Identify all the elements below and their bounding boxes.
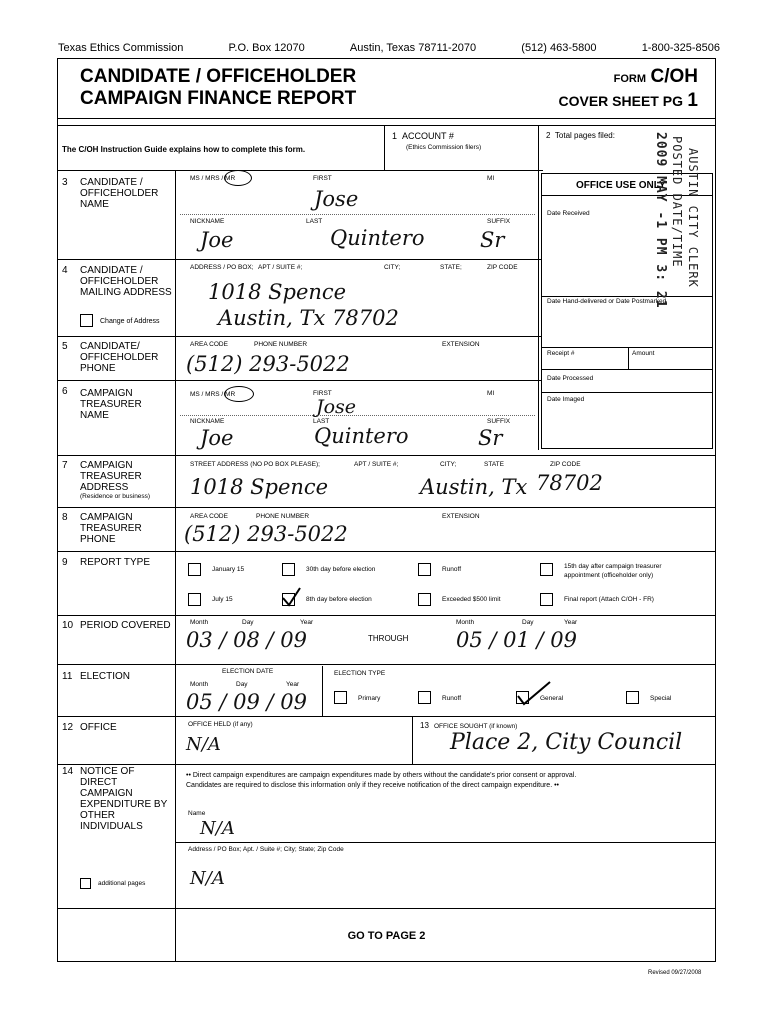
s11-day-label: Day [236, 681, 248, 688]
s7-sublabel: (Residence or business) [80, 493, 151, 500]
runoff-report-checkbox[interactable] [418, 563, 431, 576]
s8-label: CAMPAIGN TREASURER PHONE [80, 512, 142, 545]
s5-phone-number-label: PHONE NUMBER [254, 341, 308, 348]
s10-from-day-label: Day [242, 619, 254, 626]
mr-circled-icon [224, 386, 254, 402]
org-name: Texas Ethics Commission [58, 42, 184, 54]
jan15-checkbox[interactable] [188, 563, 201, 576]
s6-label: CAMPAIGN TREASURER NAME [80, 388, 142, 421]
s10-number: 10 [62, 620, 74, 631]
account-number-label: 1 ACCOUNT # [392, 131, 454, 141]
s11-month-label: Month [190, 681, 209, 688]
s11-year-label: Year [286, 681, 300, 688]
change-of-address-label: Change of Address [100, 318, 160, 325]
date-imaged-label: Date Imaged [547, 396, 585, 403]
special-checkbox[interactable] [626, 691, 639, 704]
special-label: Special [650, 695, 672, 702]
s4-zip-label: ZIP CODE [487, 264, 518, 271]
s10-label: PERIOD COVERED [80, 620, 171, 631]
day15-checkbox[interactable] [540, 563, 553, 576]
date-processed-label: Date Processed [547, 375, 594, 382]
final-report-label: Final report (Attach C/OH - FR) [564, 596, 654, 603]
jul15-checkbox[interactable] [188, 593, 201, 606]
change-of-address-checkbox[interactable] [80, 314, 93, 327]
s3-suffix-label: SUFFIX [487, 218, 511, 225]
form-code: FORM C/OH COVER SHEET PG 1 [558, 66, 698, 111]
s14-notice-line2: Candidates are required to disclose this information only if they receive notification of the direct campaign expenditure. •• [186, 782, 559, 789]
s13-label: OFFICE SOUGHT (if known) [434, 723, 518, 730]
runoff-report-label: Runoff [442, 566, 462, 573]
s7-street-label: STREET ADDRESS (NO PO BOX PLEASE); [190, 461, 320, 468]
day15-label-b: appointment (officeholder only) [564, 572, 654, 579]
s6-mi-label: MI [487, 390, 495, 397]
exceeded-label: Exceeded $500 limit [442, 596, 501, 603]
s3-last-value: Quintero [330, 226, 425, 250]
s5-area-code-label: AREA CODE [190, 341, 228, 348]
s6-salutation-label: MS / MRS / MR [190, 391, 236, 398]
form-title [80, 66, 356, 110]
s4-apt-label: APT / SUITE #; [258, 264, 303, 271]
account-sublabel: (Ethics Commission filers) [406, 144, 482, 151]
s9-number: 9 [62, 557, 68, 568]
s14-address-value: N/A [190, 868, 225, 889]
s6-suffix-label: SUFFIX [487, 418, 511, 425]
final-report-checkbox[interactable] [540, 593, 553, 606]
phone-local: (512) 463-5800 [521, 42, 597, 54]
mr-circled-icon [224, 170, 252, 186]
s3-first-value: Jose [314, 187, 359, 211]
checkmark-icon [514, 680, 552, 706]
s7-number: 7 [62, 460, 68, 471]
s14-label: NOTICE OF DIRECT CAMPAIGN EXPENDITURE BY OTHER INDIVIDUALS [80, 766, 168, 832]
runoff-election-checkbox[interactable] [418, 691, 431, 704]
s6-nickname-value: Joe [200, 426, 234, 450]
s3-suffix-value: Sr [480, 228, 505, 252]
s7-zip-label: ZIP CODE [550, 461, 581, 468]
s3-last-label: LAST [306, 218, 323, 225]
s12-number: 12 [62, 722, 74, 733]
additional-pages-label: additional pages [98, 880, 146, 887]
s7-city-label: CITY; [440, 461, 457, 468]
general-label: General [540, 695, 564, 702]
s5-phone-value: (512) 293-5022 [186, 352, 350, 376]
s3-salutation-label: MS / MRS / MR [190, 175, 236, 182]
stamp-austin-city-clerk: AUSTIN CITY CLERK [686, 148, 700, 288]
phone-tollfree: 1-800-325-8506 [641, 42, 720, 54]
s4-state-label: STATE; [440, 264, 462, 271]
s8-phone-number-label: PHONE NUMBER [256, 513, 310, 520]
s4-address-line2-value: Austin, Tx 78702 [218, 306, 399, 330]
s8-extension-label: EXTENSION [442, 513, 480, 520]
s9-label: REPORT TYPE [80, 557, 151, 568]
jul15-label: July 15 [212, 596, 233, 603]
s12-office-held-label: OFFICE HELD (if any) [188, 721, 253, 728]
revised-date: Revised 09/27/2008 [648, 970, 702, 976]
s13-office-sought-value: Place 2, City Council [450, 730, 683, 755]
s5-extension-label: EXTENSION [442, 341, 480, 348]
receipt-label: Receipt # [547, 350, 575, 357]
day8-label: 8th day before election [306, 596, 372, 603]
s8-phone-value: (512) 293-5022 [184, 522, 348, 546]
runoff-election-label: Runoff [442, 695, 462, 702]
s14-number: 14 [62, 766, 74, 777]
office-use-title: OFFICE USE ONLY [576, 180, 666, 191]
s7-zip-value: 78702 [536, 471, 603, 495]
title-line2: CAMPAIGN FINANCE REPORT [80, 88, 357, 109]
s4-number: 4 [62, 265, 68, 276]
title-line1: CANDIDATE / OFFICEHOLDER [80, 66, 357, 87]
s4-address-line1-value: 1018 Spence [208, 280, 347, 304]
s6-nickname-label: NICKNAME [190, 418, 225, 425]
s7-city-value: Austin, Tx [420, 475, 528, 499]
s3-nickname-label: NICKNAME [190, 218, 225, 225]
s6-suffix-value: Sr [478, 426, 503, 450]
s12-label: OFFICE [80, 722, 117, 733]
s14-name-label: Name [188, 810, 206, 817]
s8-area-code-label: AREA CODE [190, 513, 228, 520]
s3-first-label: FIRST [313, 175, 332, 182]
s10-from-value: 03 / 08 / 09 [186, 628, 308, 652]
s7-state-label: STATE [484, 461, 504, 468]
s8-number: 8 [62, 512, 68, 523]
s4-city-label: CITY; [384, 264, 401, 271]
additional-pages-checkbox[interactable] [80, 878, 91, 889]
stamp-posted-date-time: POSTED DATE/TIME [670, 136, 684, 268]
s4-address-label: ADDRESS / PO BOX; [190, 264, 254, 271]
org-city: Austin, Texas 78711-2070 [349, 42, 477, 54]
date-hand-delivered-label: Date Hand-delivered or Date Postmarked [547, 298, 667, 305]
exceeded-checkbox[interactable] [418, 593, 431, 606]
s12-office-held-value: N/A [186, 734, 221, 755]
stamp-received-date: 2009 MAY -1 PM 3: 21 [653, 132, 668, 309]
s10-to-day-label: Day [522, 619, 534, 626]
s7-label: CAMPAIGN TREASURER ADDRESS [80, 460, 142, 493]
s11-election-date-label: ELECTION DATE [222, 668, 274, 675]
s10-from-month-label: Month [190, 619, 209, 626]
s5-label: CANDIDATE/ OFFICEHOLDER PHONE [80, 341, 159, 374]
date-received-label: Date Received [547, 210, 590, 217]
jan15-label: January 15 [212, 566, 245, 573]
s6-number: 6 [62, 386, 68, 397]
s10-to-year-label: Year [564, 619, 578, 626]
s3-number: 3 [62, 177, 68, 188]
total-pages-label: 2 Total pages filed: [546, 131, 615, 140]
s10-from-year-label: Year [300, 619, 314, 626]
s4-label: CANDIDATE / OFFICEHOLDER MAILING ADDRESS [80, 265, 172, 298]
day15-label-a: 15th day after campaign treasurer [564, 563, 662, 570]
header-bar [58, 42, 720, 54]
s6-last-label: LAST [313, 418, 330, 425]
primary-label: Primary [358, 695, 381, 702]
s3-label: CANDIDATE / OFFICEHOLDER NAME [80, 177, 159, 210]
s11-election-date-value: 05 / 09 / 09 [186, 690, 308, 714]
s14-address-label: Address / PO Box; Apt. / Suite #; City; State; Zip Code [188, 846, 344, 853]
s14-name-value: N/A [200, 818, 235, 839]
s13-number: 13 [420, 721, 429, 730]
amount-label: Amount [632, 350, 655, 357]
s5-number: 5 [62, 341, 68, 352]
s10-to-value: 05 / 01 / 09 [456, 628, 578, 652]
day30-checkbox[interactable] [282, 563, 295, 576]
day30-label: 30th day before election [306, 566, 376, 573]
s11-election-type-label: ELECTION TYPE [334, 670, 386, 677]
s7-apt-label: APT / SUITE #; [354, 461, 399, 468]
s3-mi-label: MI [487, 175, 495, 182]
s7-street-value: 1018 Spence [190, 475, 329, 499]
s6-last-value: Quintero [314, 424, 409, 448]
s3-nickname-value: Joe [200, 228, 234, 252]
s14-notice-line1: •• Direct campaign expenditures are campaign expenditures made by others without the candidate's prior consent or approval. [186, 772, 577, 779]
s10-to-month-label: Month [456, 619, 475, 626]
go-to-page-2: GO TO PAGE 2 [347, 930, 426, 942]
s10-through-label: THROUGH [368, 634, 409, 643]
s6-first-label: FIRST [313, 390, 332, 397]
instruction-text: The C/OH Instruction Guide explains how to complete this form. [62, 145, 306, 154]
primary-checkbox[interactable] [334, 691, 347, 704]
s6-first-value: Jose [316, 396, 357, 418]
checkmark-icon [280, 586, 302, 608]
po-box: P.O. Box 12070 [228, 42, 305, 54]
s11-label: ELECTION [80, 671, 131, 682]
s11-number: 11 [62, 671, 73, 682]
